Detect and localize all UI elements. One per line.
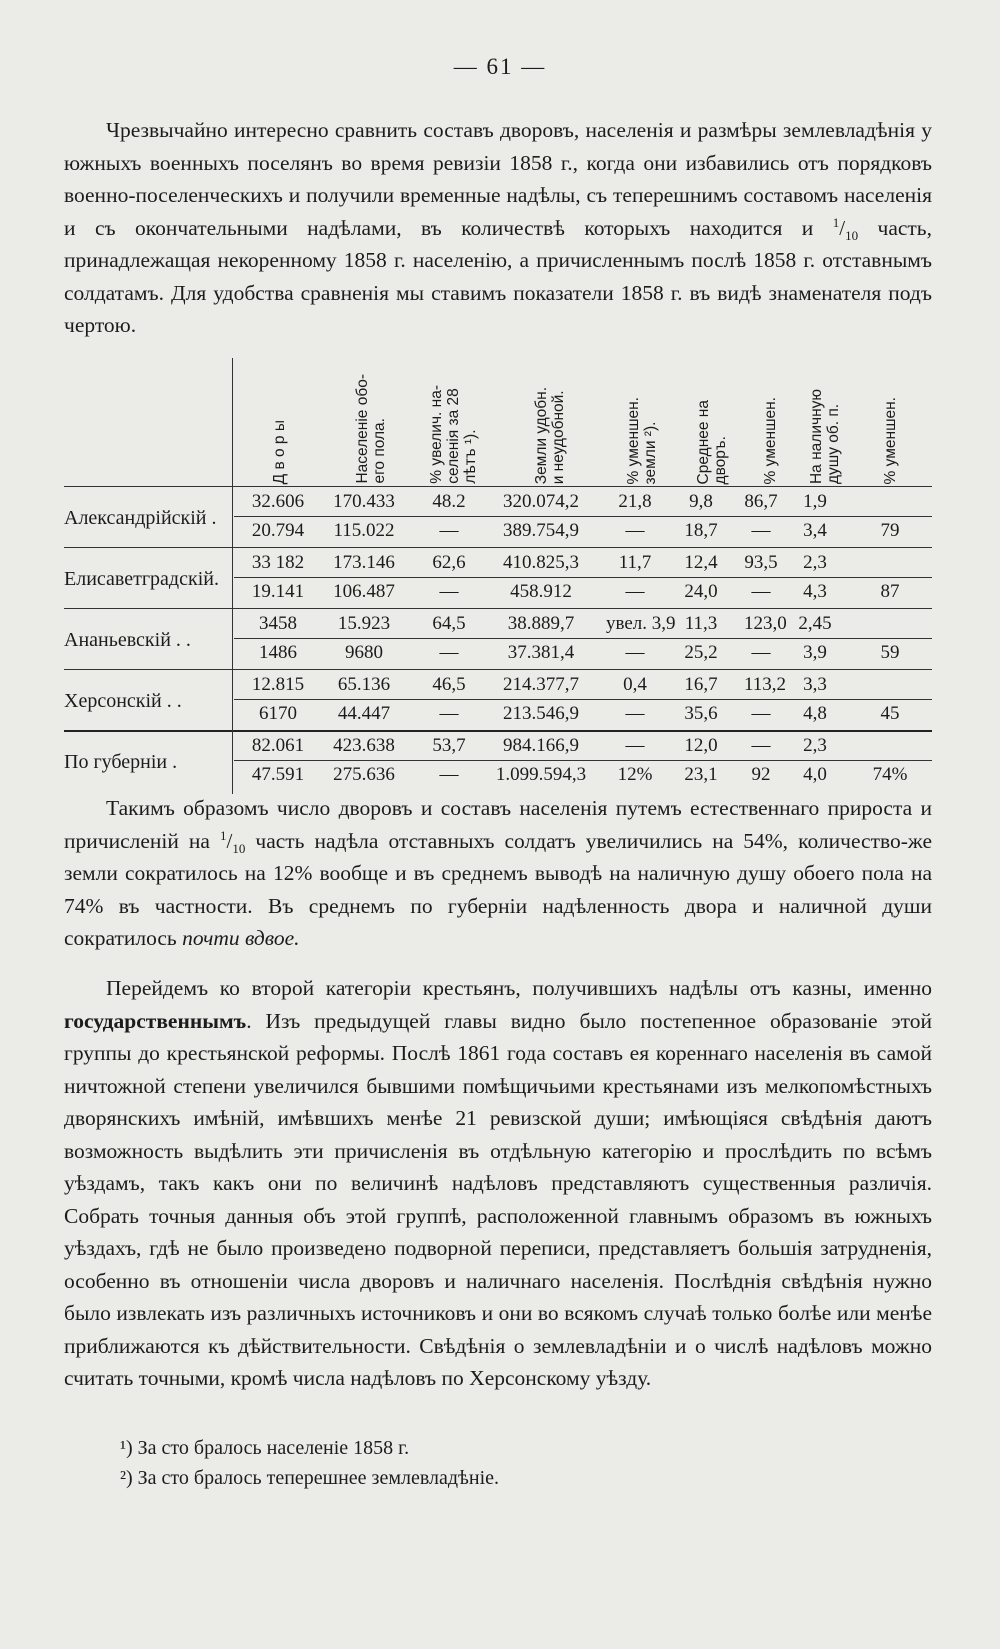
- table-cell-top: —: [751, 735, 771, 756]
- table-cell-bottom: —: [625, 703, 645, 724]
- table-cell-bottom: 92: [751, 764, 771, 785]
- row-separator: [64, 608, 932, 609]
- table-cell-top: 170.433: [333, 491, 395, 512]
- table-cell-bottom: —: [439, 520, 459, 541]
- fraction-2-numerator: 1: [220, 827, 227, 843]
- intro-paragraph: [64, 114, 932, 342]
- table-cell-bottom: 4,3: [803, 581, 827, 602]
- table-cell-bottom: 23,1: [684, 764, 718, 785]
- table-cell-top: 32.606: [251, 491, 305, 512]
- fraction-rule: [234, 577, 932, 578]
- table-cell-top: 65.136: [337, 674, 391, 695]
- fraction-denominator: 10: [845, 227, 859, 243]
- table-cell-top: 86,7: [744, 491, 778, 512]
- table-cell-bottom: —: [439, 703, 459, 724]
- table-cell-top: 984.166,9: [503, 735, 579, 756]
- district-name: Александрійскій .: [64, 507, 217, 529]
- table-cell-bottom: —: [751, 520, 771, 541]
- district-name: Херсонскій . .: [64, 690, 182, 712]
- intro-text-2: часть, принадлежащая некоренному 1858 г. населенію, а причисленнымъ послѣ 1858 г. отставнымъ солдатамъ. Для удобства сравненія мы ставимъ показатели 1858 г. въ видѣ знаменателя подъ чертою.: [64, 215, 932, 337]
- table-cell-top: 16,7: [684, 674, 718, 695]
- table-cell-top: 1,9: [803, 491, 827, 512]
- table-cell-top: 46,5: [432, 674, 466, 695]
- fraction-2-denominator: 10: [232, 840, 246, 856]
- table-cell-top: 15.923: [337, 613, 391, 634]
- conclusion-paragraph: [64, 792, 932, 955]
- table-cell-top: 2,45: [798, 613, 832, 634]
- col-header-land-decrease: % уменшен. земли ²).: [625, 396, 659, 484]
- table-cell-top: 33 182: [251, 552, 305, 573]
- col-header-population: Населеніе обо- его пола.: [354, 374, 388, 484]
- table-cell-bottom: 213.546,9: [503, 703, 579, 724]
- district-name: Ананьевскій . .: [64, 629, 191, 651]
- table-cell-bottom: 19.141: [251, 581, 305, 602]
- footnote-2: ²) За сто бралось теперешнее землевладѣніе.: [120, 1467, 500, 1489]
- table-cell-top: 12,0: [684, 735, 718, 756]
- conclusion-text-1: Такимъ образомъ число дворовъ и составъ населенія путемъ естественнаго прироста и причисленій на: [64, 796, 932, 853]
- table-vertical-rule: [232, 358, 233, 794]
- table-cell-top: 2,3: [803, 552, 827, 573]
- col-header-per-household: Среднее на дворъ.: [695, 399, 729, 484]
- table-cell-bottom: 18,7: [684, 520, 718, 541]
- table-cell-top: 64,5: [432, 613, 466, 634]
- table-cell-top: 173.146: [333, 552, 395, 573]
- table-cell-bottom: 20.794: [251, 520, 305, 541]
- table-cell-bottom: 59: [880, 642, 900, 663]
- table-cell-bottom: —: [625, 642, 645, 663]
- table-top-rule: [64, 486, 932, 487]
- table-cell-bottom: 45: [880, 703, 900, 724]
- table-cell-top: 113,2: [744, 674, 787, 695]
- table-cell-bottom: 74%: [872, 764, 908, 785]
- table-cell-top: 11,3: [684, 613, 718, 634]
- table-cell-top: 38.889,7: [507, 613, 575, 634]
- table-cell-top: 123,0: [744, 613, 787, 634]
- table-cell-bottom: 275.636: [333, 764, 395, 785]
- table-cell-top: 62,6: [432, 552, 466, 573]
- table-cell-top: 82.061: [251, 735, 305, 756]
- table-cell-top: 12.815: [251, 674, 305, 695]
- table-cell-top: 11,7: [618, 552, 652, 573]
- table-cell-top: 93,5: [744, 552, 778, 573]
- district-name: Елисаветградскій.: [64, 568, 219, 590]
- table-cell-bottom: 37.381,4: [507, 642, 575, 663]
- state-peasants-paragraph: [64, 972, 932, 1395]
- table-cell-bottom: 4,0: [803, 764, 827, 785]
- table-cell-top: 410.825,3: [503, 552, 579, 573]
- state-peasants-text-1: Перейдемъ ко второй категоріи крестьянъ, получившихъ надѣлы отъ казны, именно: [106, 976, 932, 1000]
- footnote-1: ¹) За сто бралось населеніе 1858 г.: [120, 1437, 410, 1459]
- table-cell-bottom: —: [439, 581, 459, 602]
- row-separator: [64, 730, 932, 732]
- table-cell-bottom: 106.487: [333, 581, 395, 602]
- table-cell-top: 2,3: [803, 735, 827, 756]
- col-header-household-decrease: % уменшен.: [761, 396, 779, 484]
- table-cell-top: 3,3: [803, 674, 827, 695]
- fraction-rule: [234, 516, 932, 517]
- state-peasants-text-2: . Изъ предыдущей главы видно было постепенное образованіе этой группы до крестьянской реформы. Послѣ 1861 года составъ ея кореннаго населенія въ самой ничтожной степени увеличился бывшими помѣщичьими крестьянами изъ мелкопомѣстныхъ дворянскихъ имѣній, имѣвшихъ менѣе 21 ревизской души; имѣющіяся свѣдѣнія даютъ возможность выдѣлить эти причисленія въ отдѣльную категорію и прослѣдить по всѣмъ уѣздамъ, такъ какъ они по величинѣ надѣловъ представляютъ существенныя различія. Собрать точныя данныя объ этой группѣ, расположенной главнымъ образомъ въ южныхъ уѣздахъ, гдѣ не было произведено подворной переписи, представляетъ большія затрудненія, особенно въ отношеніи числа дворовъ и наличнаго населенія. Послѣднія свѣдѣнія нужно было извлекать изъ различныхъ источниковъ и они во всякомъ случаѣ только болѣе или менѣе приближаются къ дѣйствительности. Свѣдѣнія о землевладѣніи и о числѣ надѣловъ можно считать точными, кромѣ числа надѣловъ по Херсонскому уѣзду.: [64, 1008, 932, 1390]
- table-cell-bottom: —: [751, 581, 771, 602]
- table-cell-bottom: 24,0: [684, 581, 718, 602]
- table-cell-top: 214.377,7: [503, 674, 579, 695]
- table-cell-bottom: 115.022: [333, 520, 395, 541]
- table-cell-bottom: 389.754,9: [503, 520, 579, 541]
- table-cell-top: 0,4: [623, 674, 647, 695]
- table-cell-bottom: 35,6: [684, 703, 718, 724]
- table-cell-bottom: 25,2: [684, 642, 718, 663]
- table-cell-top: увел. 3,9: [606, 613, 676, 634]
- table-cell-bottom: —: [751, 642, 771, 663]
- comparison-table: [64, 358, 932, 788]
- table-cell-bottom: 87: [880, 581, 900, 602]
- district-name: По губерніи .: [64, 751, 178, 773]
- table-cell-bottom: 458.912: [510, 581, 572, 602]
- fraction-rule: [234, 760, 932, 761]
- fraction-numerator: 1: [832, 214, 840, 230]
- table-cell-bottom: 1486: [259, 642, 297, 663]
- table-cell-bottom: 3,9: [803, 642, 827, 663]
- table-cell-top: 48.2: [432, 491, 466, 512]
- table-cell-bottom: 1.099.594,3: [495, 764, 587, 785]
- row-separator: [64, 669, 932, 670]
- fraction: $^1/_{10}$: [832, 214, 859, 243]
- table-cell-bottom: 9680: [345, 642, 383, 663]
- conclusion-italic: почти вдвое.: [182, 926, 300, 950]
- table-cell-bottom: —: [625, 581, 645, 602]
- conclusion-text-2: часть надѣла отставныхъ солдатъ увеличились на 54%, количество-же земли сократилось на 12% вообще и въ среднемъ выводѣ на наличную душу обоего пола на 74% въ частности. Въ среднемъ по губерніи надѣленность двора и наличной души сократилось: [64, 828, 933, 950]
- table-cell-bottom: 4,8: [803, 703, 827, 724]
- table-cell-top: 21,8: [618, 491, 652, 512]
- table-cell-bottom: —: [625, 520, 645, 541]
- table-cell-top: 320.074,2: [503, 491, 579, 512]
- row-separator: [64, 547, 932, 548]
- table-cell-bottom: 3,4: [803, 520, 827, 541]
- col-header-per-soul: На наличную душу об. п.: [808, 388, 842, 484]
- col-header-land: Земли удобн. и неудобной.: [533, 386, 567, 484]
- fraction-rule: [234, 699, 932, 700]
- table-cell-top: 9,8: [689, 491, 713, 512]
- table-cell-bottom: 12%: [617, 764, 653, 785]
- table-cell-bottom: —: [439, 764, 459, 785]
- fraction-rule: [234, 638, 932, 639]
- col-header-pop-increase: % увелич. на- селенія за 28 лѣтъ ¹).: [427, 385, 479, 484]
- table-cell-bottom: 6170: [259, 703, 297, 724]
- intro-text-1: Чрезвычайно интересно сравнить составъ дворовъ, населенія и размѣры землевладѣнія у южныхъ военныхъ поселянъ во время ревизіи 1858 г., когда они избавились отъ порядковъ военно-поселенческихъ и получили временные надѣлы, съ теперешнимъ составомъ населенія и съ окончательными надѣлами, въ количествѣ которыхъ находится и: [64, 118, 932, 240]
- table-cell-bottom: 44.447: [337, 703, 391, 724]
- table-cell-top: 53,7: [432, 735, 466, 756]
- fraction-2: $^1/_{10}$: [220, 827, 246, 856]
- table-cell-bottom: —: [751, 703, 771, 724]
- table-cell-top: —: [625, 735, 645, 756]
- footnotes: [120, 1433, 499, 1493]
- col-header-households: Д в о р ы: [270, 419, 288, 484]
- table-cell-bottom: 79: [880, 520, 900, 541]
- table-cell-top: 423.638: [333, 735, 395, 756]
- table-cell-bottom: —: [439, 642, 459, 663]
- table-cell-top: 3458: [259, 613, 297, 634]
- col-header-soul-decrease: % уменшен.: [881, 396, 899, 484]
- page-number: — 61 —: [453, 54, 547, 79]
- table-cell-bottom: 47.591: [251, 764, 305, 785]
- table-cell-top: 12,4: [684, 552, 718, 573]
- state-peasants-bold: государственнымъ: [64, 1008, 247, 1033]
